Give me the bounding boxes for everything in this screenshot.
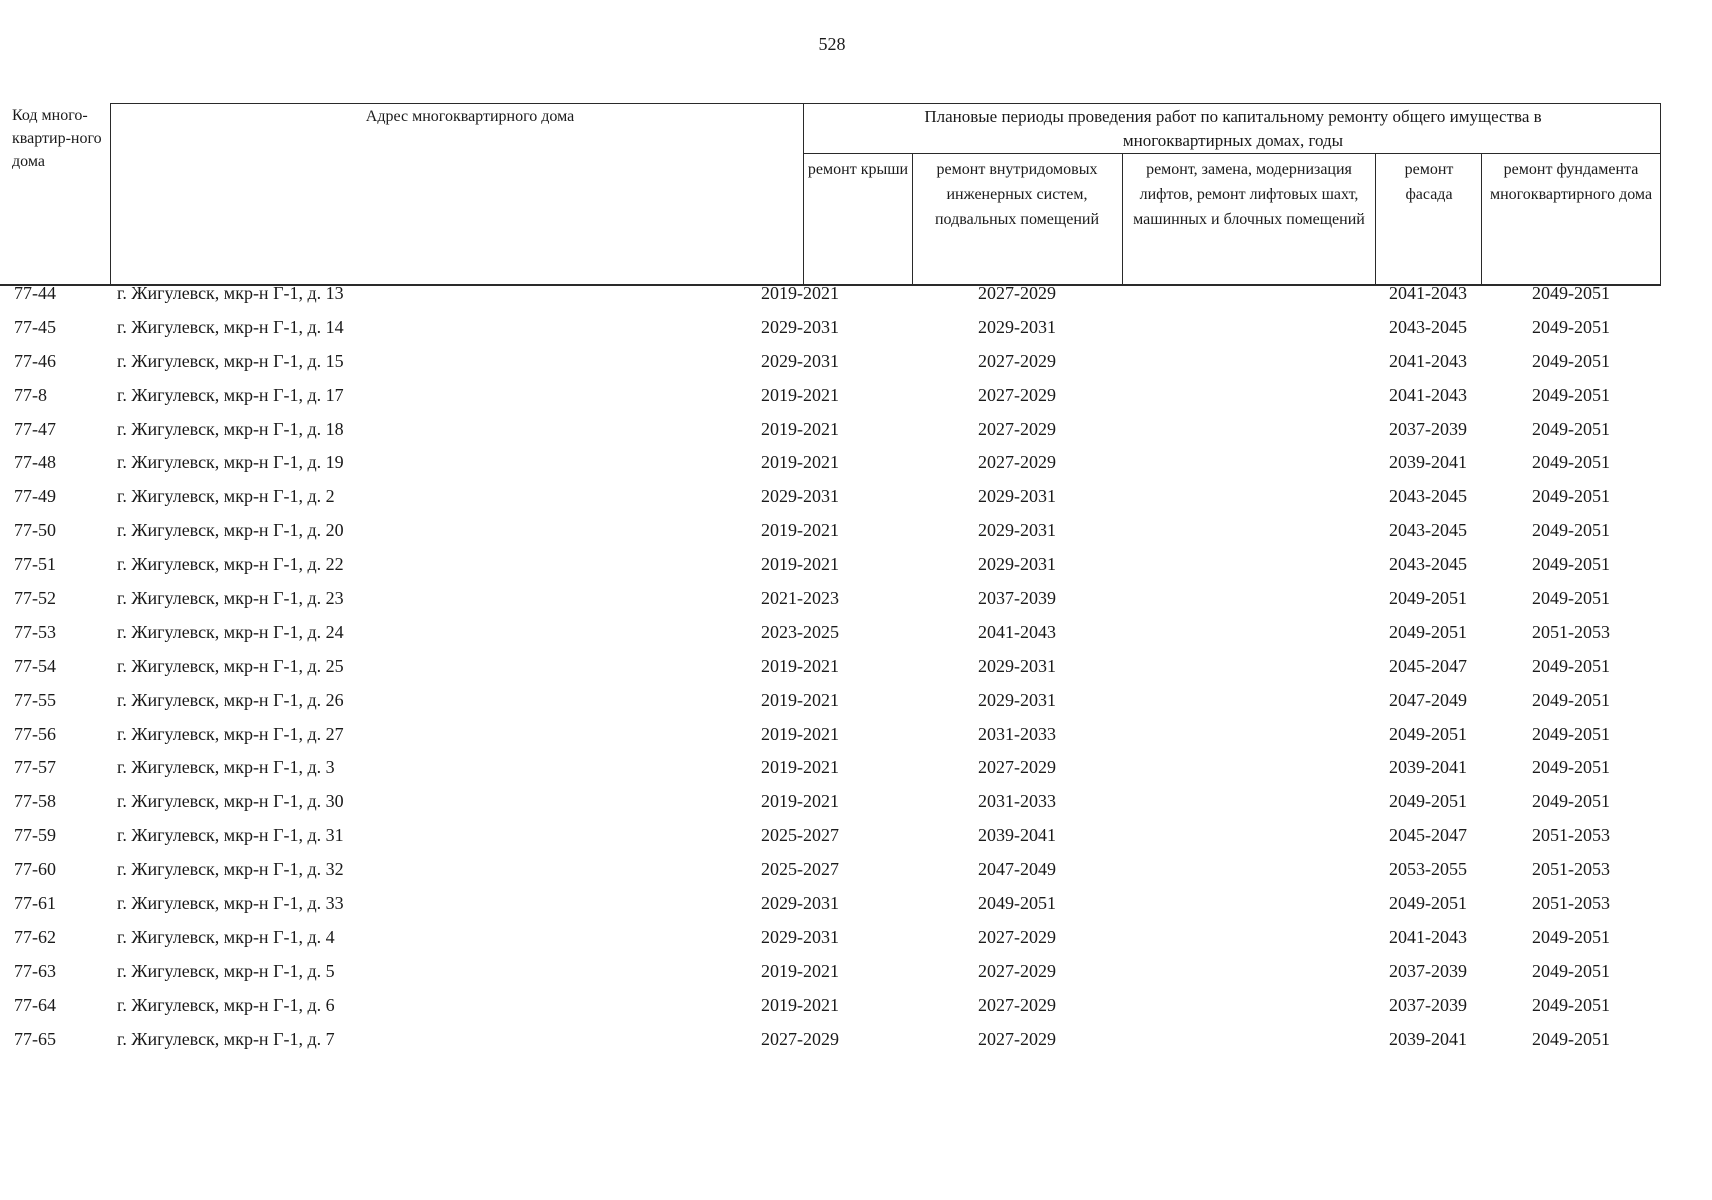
cell-engineering: 2031-2033 xyxy=(978,723,1056,744)
cell-engineering: 2029-2031 xyxy=(978,316,1056,337)
cell-address: г. Жигулевск, мкр-н Г-1, д. 3 xyxy=(117,757,335,778)
cell-code: 77-53 xyxy=(14,621,56,642)
cell-roof: 2029-2031 xyxy=(761,926,839,947)
table-row xyxy=(0,554,1712,588)
table-row xyxy=(0,927,1712,961)
cell-roof: 2019-2021 xyxy=(761,452,839,473)
cell-roof: 2029-2031 xyxy=(761,893,839,914)
header-foundation: ремонт фундамента многоквартирного дома xyxy=(1489,161,1653,203)
cell-facade: 2043-2045 xyxy=(1389,486,1467,507)
table-row xyxy=(0,656,1712,690)
cell-facade: 2039-2041 xyxy=(1389,452,1467,473)
cell-roof: 2025-2027 xyxy=(761,825,839,846)
cell-roof: 2029-2031 xyxy=(761,486,839,507)
cell-roof: 2019-2021 xyxy=(761,791,839,812)
cell-facade: 2043-2045 xyxy=(1389,520,1467,541)
cell-facade: 2037-2039 xyxy=(1389,994,1467,1015)
cell-roof: 2019-2021 xyxy=(761,757,839,778)
cell-foundation: 2049-2051 xyxy=(1532,1028,1610,1049)
cell-engineering: 2027-2029 xyxy=(978,994,1056,1015)
cell-foundation: 2051-2053 xyxy=(1532,859,1610,880)
table-row xyxy=(0,1029,1712,1063)
cell-facade: 2037-2039 xyxy=(1389,418,1467,439)
cell-engineering: 2027-2029 xyxy=(978,283,1056,303)
cell-code: 77-60 xyxy=(14,859,56,880)
cell-address: г. Жигулевск, мкр-н Г-1, д. 24 xyxy=(117,621,344,642)
cell-address: г. Жигулевск, мкр-н Г-1, д. 27 xyxy=(117,723,344,744)
cell-foundation: 2051-2053 xyxy=(1532,825,1610,846)
cell-foundation: 2049-2051 xyxy=(1532,723,1610,744)
cell-facade: 2039-2041 xyxy=(1389,757,1467,778)
cell-foundation: 2049-2051 xyxy=(1532,791,1610,812)
cell-address: г. Жигулевск, мкр-н Г-1, д. 2 xyxy=(117,486,335,507)
cell-roof: 2029-2031 xyxy=(761,350,839,371)
cell-code: 77-48 xyxy=(14,452,56,473)
cell-address: г. Жигулевск, мкр-н Г-1, д. 15 xyxy=(117,350,344,371)
cell-facade: 2043-2045 xyxy=(1389,316,1467,337)
table-row xyxy=(0,757,1712,791)
table-row xyxy=(0,825,1712,859)
cell-foundation: 2049-2051 xyxy=(1532,384,1610,405)
table-row xyxy=(0,588,1712,622)
cell-address: г. Жигулевск, мкр-н Г-1, д. 17 xyxy=(117,384,344,405)
cell-foundation: 2051-2053 xyxy=(1532,621,1610,642)
cell-facade: 2041-2043 xyxy=(1389,283,1467,303)
cell-facade: 2037-2039 xyxy=(1389,960,1467,981)
cell-engineering: 2041-2043 xyxy=(978,621,1056,642)
cell-engineering: 2039-2041 xyxy=(978,825,1056,846)
cell-foundation: 2049-2051 xyxy=(1532,588,1610,609)
table-row xyxy=(0,351,1712,385)
cell-address: г. Жигулевск, мкр-н Г-1, д. 26 xyxy=(117,689,344,710)
cell-code: 77-61 xyxy=(14,893,56,914)
cell-roof: 2019-2021 xyxy=(761,554,839,575)
cell-code: 77-49 xyxy=(14,486,56,507)
cell-engineering: 2047-2049 xyxy=(978,859,1056,880)
header-facade: ремонт фасада xyxy=(1404,161,1454,203)
cell-code: 77-62 xyxy=(14,926,56,947)
table-row xyxy=(0,419,1712,453)
cell-foundation: 2049-2051 xyxy=(1532,689,1610,710)
cell-code: 77-45 xyxy=(14,316,56,337)
cell-engineering: 2027-2029 xyxy=(978,384,1056,405)
cell-roof: 2029-2031 xyxy=(761,316,839,337)
cell-foundation: 2049-2051 xyxy=(1532,452,1610,473)
cell-foundation: 2049-2051 xyxy=(1532,655,1610,676)
page-number: 528 xyxy=(818,34,846,54)
cell-code: 77-52 xyxy=(14,588,56,609)
cell-foundation: 2049-2051 xyxy=(1532,994,1610,1015)
cell-roof: 2019-2021 xyxy=(761,994,839,1015)
table-row xyxy=(0,791,1712,825)
cell-code: 77-50 xyxy=(14,520,56,541)
cell-engineering: 2027-2029 xyxy=(978,926,1056,947)
cell-address: г. Жигулевск, мкр-н Г-1, д. 32 xyxy=(117,859,344,880)
cell-code: 77-51 xyxy=(14,554,56,575)
cell-foundation: 2049-2051 xyxy=(1532,316,1610,337)
cell-address: г. Жигулевск, мкр-н Г-1, д. 23 xyxy=(117,588,344,609)
table-row xyxy=(0,893,1712,927)
cell-code: 77-57 xyxy=(14,757,56,778)
cell-facade: 2053-2055 xyxy=(1389,859,1467,880)
cell-address: г. Жигулевск, мкр-н Г-1, д. 14 xyxy=(117,316,344,337)
header-periods-line2: многоквартирных домах, годы xyxy=(1122,131,1344,150)
cell-code: 77-59 xyxy=(14,825,56,846)
cell-address: г. Жигулевск, мкр-н Г-1, д. 25 xyxy=(117,655,344,676)
cell-facade: 2047-2049 xyxy=(1389,689,1467,710)
cell-engineering: 2027-2029 xyxy=(978,418,1056,439)
cell-address: г. Жигулевск, мкр-н Г-1, д. 7 xyxy=(117,1028,335,1049)
cell-facade: 2041-2043 xyxy=(1389,350,1467,371)
table-row xyxy=(0,690,1712,724)
cell-facade: 2049-2051 xyxy=(1389,588,1467,609)
cell-foundation: 2051-2053 xyxy=(1532,893,1610,914)
cell-roof: 2019-2021 xyxy=(761,418,839,439)
cell-roof: 2019-2021 xyxy=(761,723,839,744)
table-body xyxy=(0,283,1712,1062)
cell-address: г. Жигулевск, мкр-н Г-1, д. 33 xyxy=(117,893,344,914)
cell-foundation: 2049-2051 xyxy=(1532,350,1610,371)
cell-roof: 2019-2021 xyxy=(761,283,839,303)
cell-facade: 2045-2047 xyxy=(1389,825,1467,846)
cell-engineering: 2027-2029 xyxy=(978,757,1056,778)
cell-address: г. Жигулевск, мкр-н Г-1, д. 19 xyxy=(117,452,344,473)
cell-code: 77-46 xyxy=(14,350,56,371)
cell-facade: 2041-2043 xyxy=(1389,926,1467,947)
cell-facade: 2045-2047 xyxy=(1389,655,1467,676)
cell-foundation: 2049-2051 xyxy=(1532,960,1610,981)
cell-facade: 2049-2051 xyxy=(1389,723,1467,744)
table-row xyxy=(0,622,1712,656)
cell-code: 77-63 xyxy=(14,960,56,981)
cell-code: 77-47 xyxy=(14,418,56,439)
table-row xyxy=(0,995,1712,1029)
cell-code: 77-54 xyxy=(14,655,56,676)
cell-address: г. Жигулевск, мкр-н Г-1, д. 13 xyxy=(117,283,344,303)
table-row xyxy=(0,961,1712,995)
cell-code: 77-56 xyxy=(14,723,56,744)
cell-roof: 2019-2021 xyxy=(761,384,839,405)
cell-facade: 2041-2043 xyxy=(1389,384,1467,405)
cell-code: 77-65 xyxy=(14,1028,56,1049)
cell-code: 77-44 xyxy=(14,283,56,303)
cell-code: 77-58 xyxy=(14,791,56,812)
cell-facade: 2043-2045 xyxy=(1389,554,1467,575)
cell-facade: 2049-2051 xyxy=(1389,621,1467,642)
cell-roof: 2019-2021 xyxy=(761,520,839,541)
cell-address: г. Жигулевск, мкр-н Г-1, д. 20 xyxy=(117,520,344,541)
cell-roof: 2027-2029 xyxy=(761,1028,839,1049)
table-row xyxy=(0,486,1712,520)
cell-engineering: 2037-2039 xyxy=(978,588,1056,609)
cell-engineering: 2029-2031 xyxy=(978,689,1056,710)
cell-foundation: 2049-2051 xyxy=(1532,283,1610,303)
table-row xyxy=(0,859,1712,893)
cell-roof: 2025-2027 xyxy=(761,859,839,880)
cell-roof: 2019-2021 xyxy=(761,960,839,981)
table-row xyxy=(0,520,1712,554)
cell-address: г. Жигулевск, мкр-н Г-1, д. 22 xyxy=(117,554,344,575)
cell-facade: 2039-2041 xyxy=(1389,1028,1467,1049)
cell-address: г. Жигулевск, мкр-н Г-1, д. 31 xyxy=(117,825,344,846)
cell-engineering: 2031-2033 xyxy=(978,791,1056,812)
cell-foundation: 2049-2051 xyxy=(1532,757,1610,778)
cell-engineering: 2029-2031 xyxy=(978,655,1056,676)
cell-facade: 2049-2051 xyxy=(1389,791,1467,812)
header-roof: ремонт крыши xyxy=(807,161,909,178)
cell-address: г. Жигулевск, мкр-н Г-1, д. 6 xyxy=(117,994,335,1015)
header-engineering: ремонт внутридомовых инженерных систем, подвальных помещений xyxy=(934,161,1099,228)
cell-engineering: 2029-2031 xyxy=(978,486,1056,507)
header-periods-line1: Плановые периоды проведения работ по капитальному ремонту общего имущества в xyxy=(924,107,1542,126)
cell-foundation: 2049-2051 xyxy=(1532,486,1610,507)
cell-code: 77-8 xyxy=(14,384,47,405)
cell-facade: 2049-2051 xyxy=(1389,893,1467,914)
cell-foundation: 2049-2051 xyxy=(1532,520,1610,541)
cell-foundation: 2049-2051 xyxy=(1532,418,1610,439)
header-address: Адрес многоквартирного дома xyxy=(365,108,575,125)
cell-foundation: 2049-2051 xyxy=(1532,926,1610,947)
cell-engineering: 2027-2029 xyxy=(978,1028,1056,1049)
cell-engineering: 2029-2031 xyxy=(978,520,1056,541)
cell-engineering: 2027-2029 xyxy=(978,452,1056,473)
cell-roof: 2021-2023 xyxy=(761,588,839,609)
header-code: Код много-квартир-ного дома xyxy=(12,107,102,170)
cell-roof: 2019-2021 xyxy=(761,689,839,710)
table-row xyxy=(0,452,1712,486)
cell-code: 77-55 xyxy=(14,689,56,710)
table-row xyxy=(0,283,1712,317)
cell-engineering: 2029-2031 xyxy=(978,554,1056,575)
cell-roof: 2023-2025 xyxy=(761,621,839,642)
cell-address: г. Жигулевск, мкр-н Г-1, д. 5 xyxy=(117,960,335,981)
cell-foundation: 2049-2051 xyxy=(1532,554,1610,575)
table-row xyxy=(0,724,1712,758)
cell-engineering: 2049-2051 xyxy=(978,893,1056,914)
table-row xyxy=(0,385,1712,419)
cell-engineering: 2027-2029 xyxy=(978,350,1056,371)
cell-address: г. Жигулевск, мкр-н Г-1, д. 18 xyxy=(117,418,344,439)
cell-roof: 2019-2021 xyxy=(761,655,839,676)
cell-code: 77-64 xyxy=(14,994,56,1015)
cell-engineering: 2027-2029 xyxy=(978,960,1056,981)
table-row xyxy=(0,317,1712,351)
cell-address: г. Жигулевск, мкр-н Г-1, д. 30 xyxy=(117,791,344,812)
header-elevators: ремонт, замена, модернизация лифтов, ремонт лифтовых шахт, машинных и блочных помещений xyxy=(1133,161,1365,228)
cell-address: г. Жигулевск, мкр-н Г-1, д. 4 xyxy=(117,926,335,947)
